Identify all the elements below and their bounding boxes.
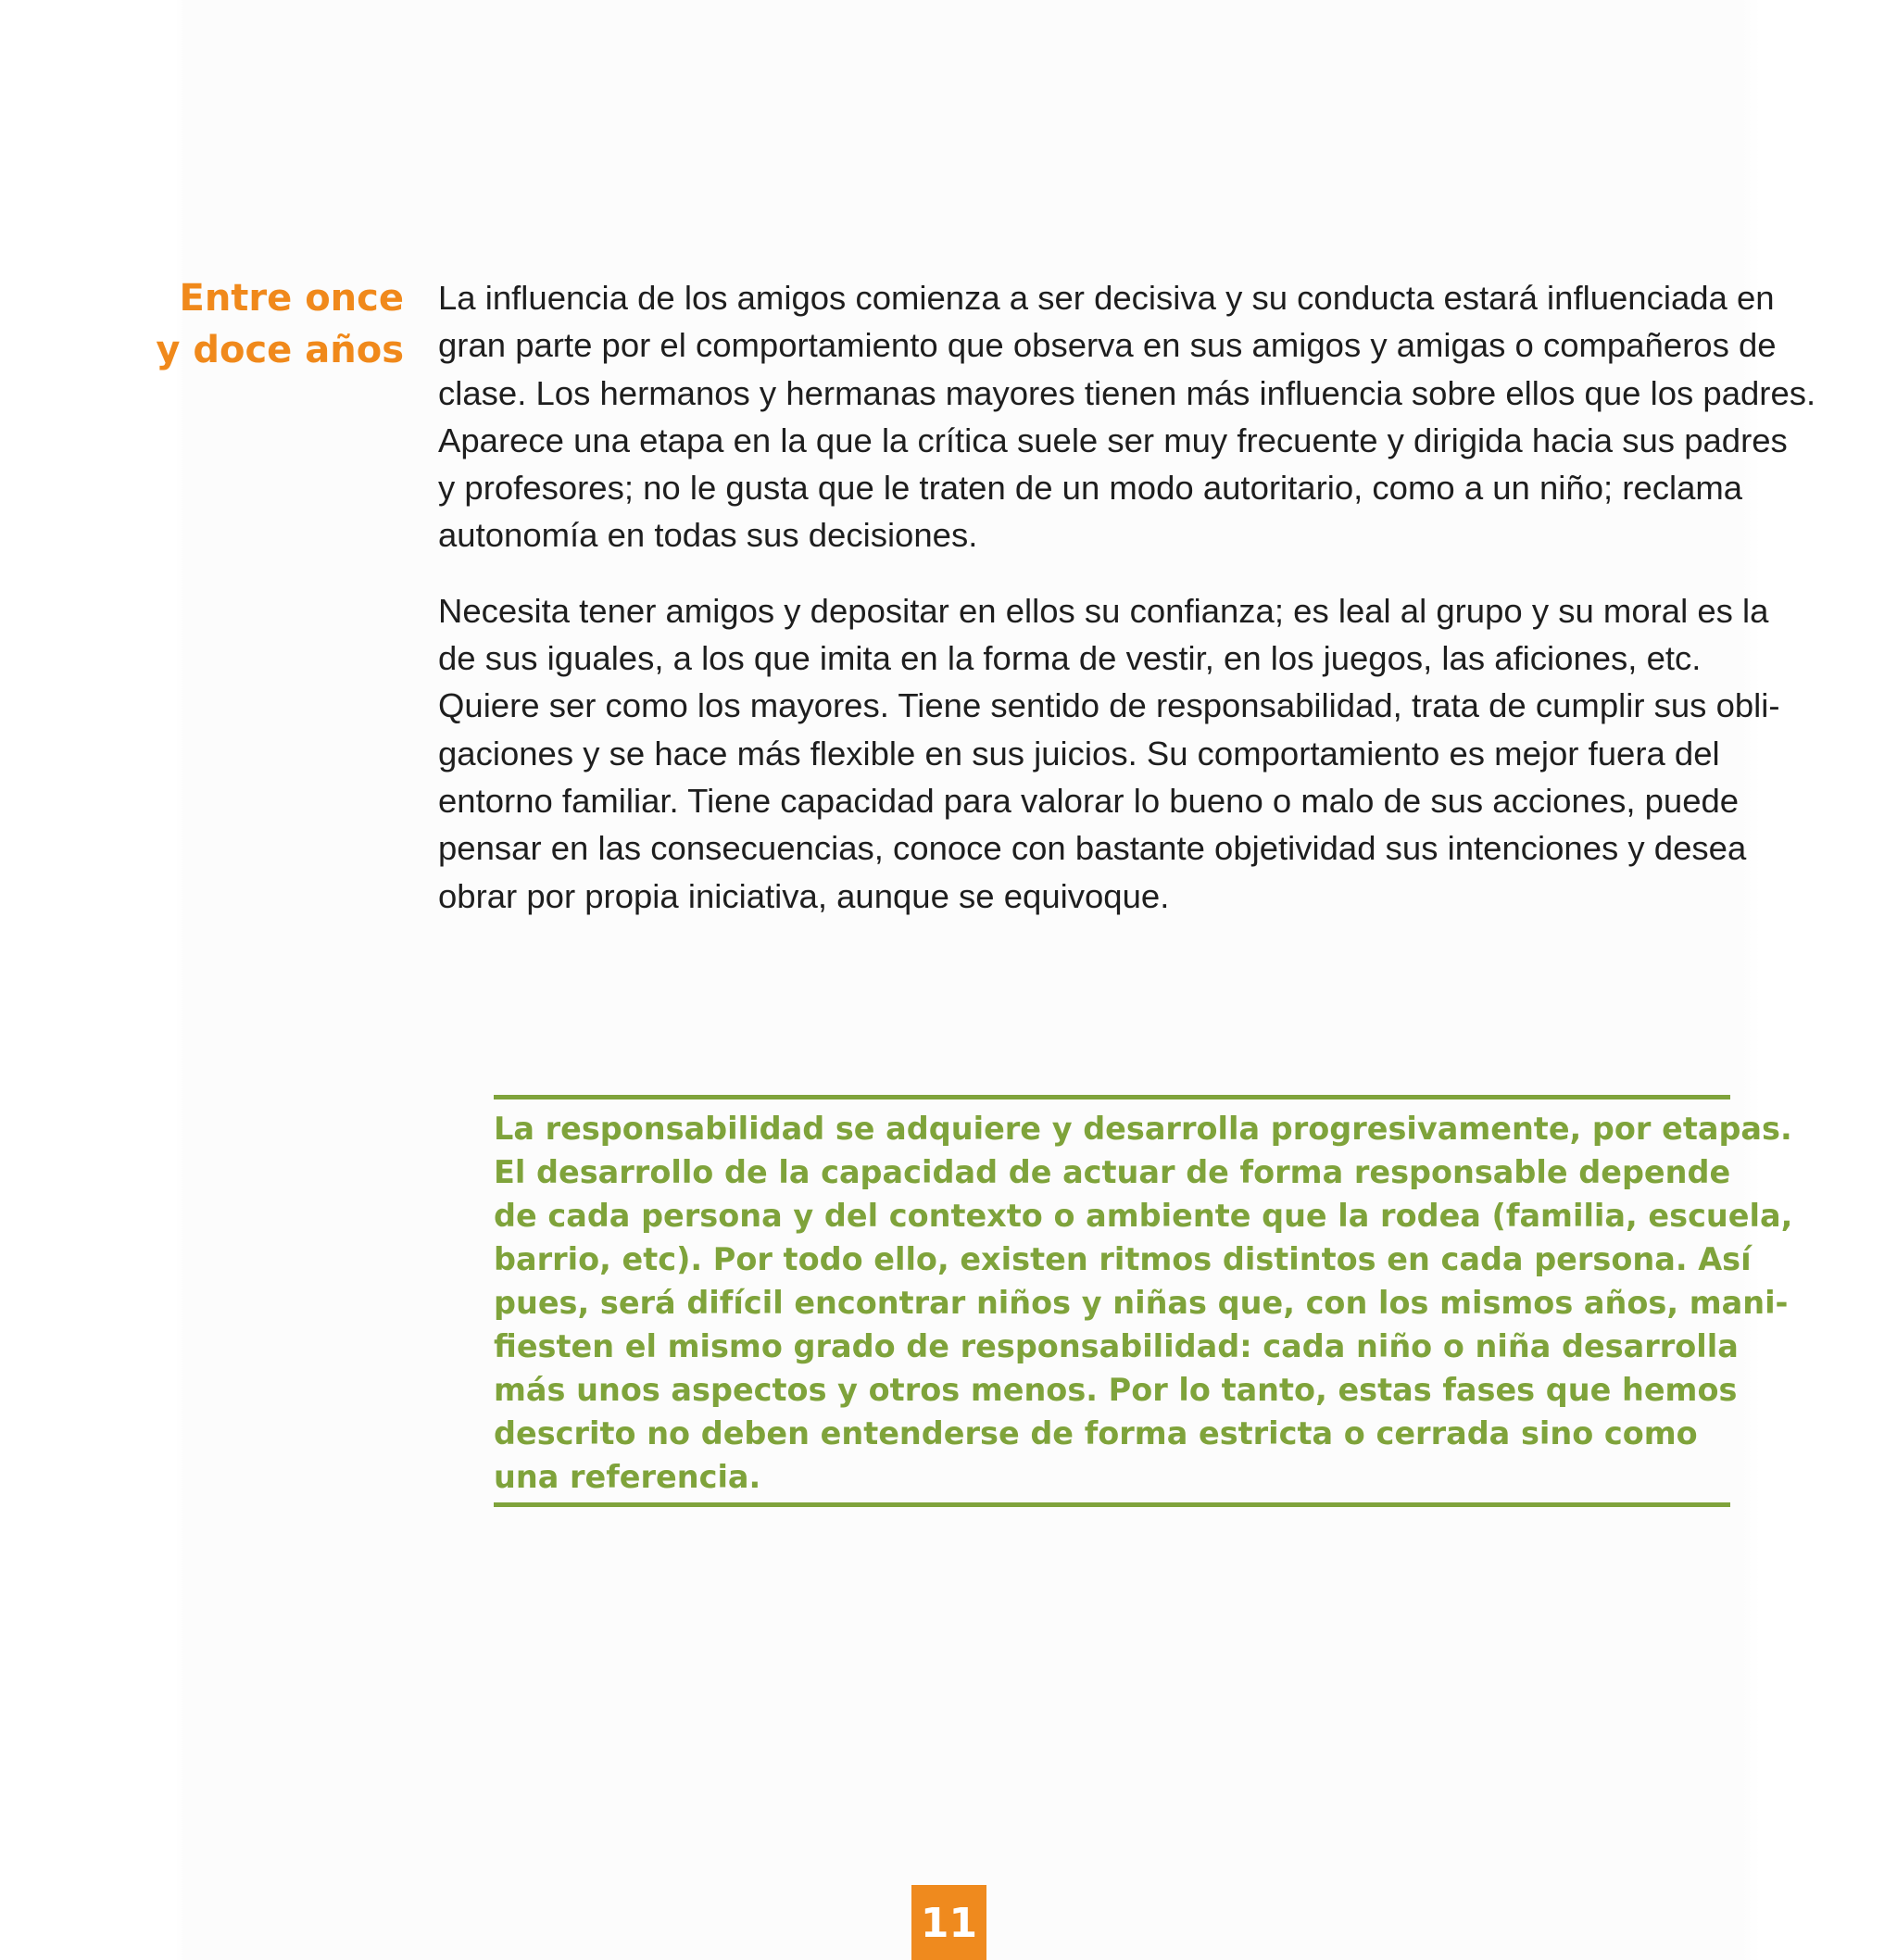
section-body — [438, 274, 1816, 920]
section-heading — [111, 272, 404, 376]
callout-line: de cada persona y del contexto o ambiente que la rodea (familia, escuela, — [494, 1198, 1793, 1234]
callout-line: fiesten el mismo grado de responsabilidad: cada niño o niña desarrolla — [494, 1328, 1739, 1364]
text-line: clase. Los hermanos y hermanas mayores tienen más influencia sobre ellos que los padres. — [438, 373, 1816, 412]
callout-line: pues, será difícil encontrar niños y niñas que, con los mismos años, mani- — [494, 1285, 1789, 1321]
text-line: Aparece una etapa en la que la crítica suele ser muy frecuente y dirigida hacia sus padres — [438, 421, 1788, 459]
text-line: Quiere ser como los mayores. Tiene sentido de responsabilidad, trata de cumplir sus obli- — [438, 686, 1780, 725]
text-line: gaciones y se hace más flexible en sus juicios. Su comportamiento es mejor fuera del — [438, 734, 1720, 773]
body-paragraph — [438, 587, 1800, 920]
text-line: de sus iguales, a los que imita en la forma de vestir, en los juegos, las aficiones, etc. — [438, 639, 1702, 678]
text-line: y profesores; no le gusta que le traten de un modo autoritario, como a un niño; reclama — [438, 469, 1743, 508]
text-line: entorno familiar. Tiene capacidad para valorar lo bueno o malo de sus acciones, puede — [438, 781, 1740, 820]
callout-line: más unos aspectos y otros menos. Por lo tanto, estas fases que hemos — [494, 1372, 1738, 1408]
text-line: autonomía en todas sus decisiones. — [438, 516, 978, 555]
callout-line: descrito no deben entenderse de forma estricta o cerrada sino como — [494, 1415, 1698, 1451]
callout-line: El desarrollo de la capacidad de actuar de forma responsable depende — [494, 1154, 1731, 1190]
text-line: obrar por propia iniciativa, aunque se equivoque. — [438, 876, 1170, 915]
text-line: La influencia de los amigos comienza a ser decisiva y su conducta estará influenciada en — [438, 279, 1775, 317]
page-number-badge: 11 — [911, 1885, 986, 1960]
section-heading-line: Entre once — [179, 277, 404, 320]
section-heading-line: y doce años — [156, 329, 404, 371]
callout-line: una referencia. — [494, 1459, 761, 1495]
callout-line: barrio, etc). Por todo ello, existen ritmos distintos en cada persona. Así — [494, 1241, 1752, 1277]
text-line: pensar en las consecuencias, conoce con bastante objetividad sus intenciones y desea — [438, 829, 1747, 868]
callout-line: La responsabilidad se adquiere y desarrolla progresivamente, por etapas. — [494, 1111, 1792, 1147]
text-line: Necesita tener amigos y depositar en ellos su confianza; es leal al grupo y su moral es la — [438, 591, 1769, 630]
text-line: gran parte por el comportamiento que observa en sus amigos y amigas o compañeros de — [438, 326, 1777, 365]
body-paragraph — [438, 274, 1816, 559]
highlight-callout — [494, 1095, 1793, 1507]
